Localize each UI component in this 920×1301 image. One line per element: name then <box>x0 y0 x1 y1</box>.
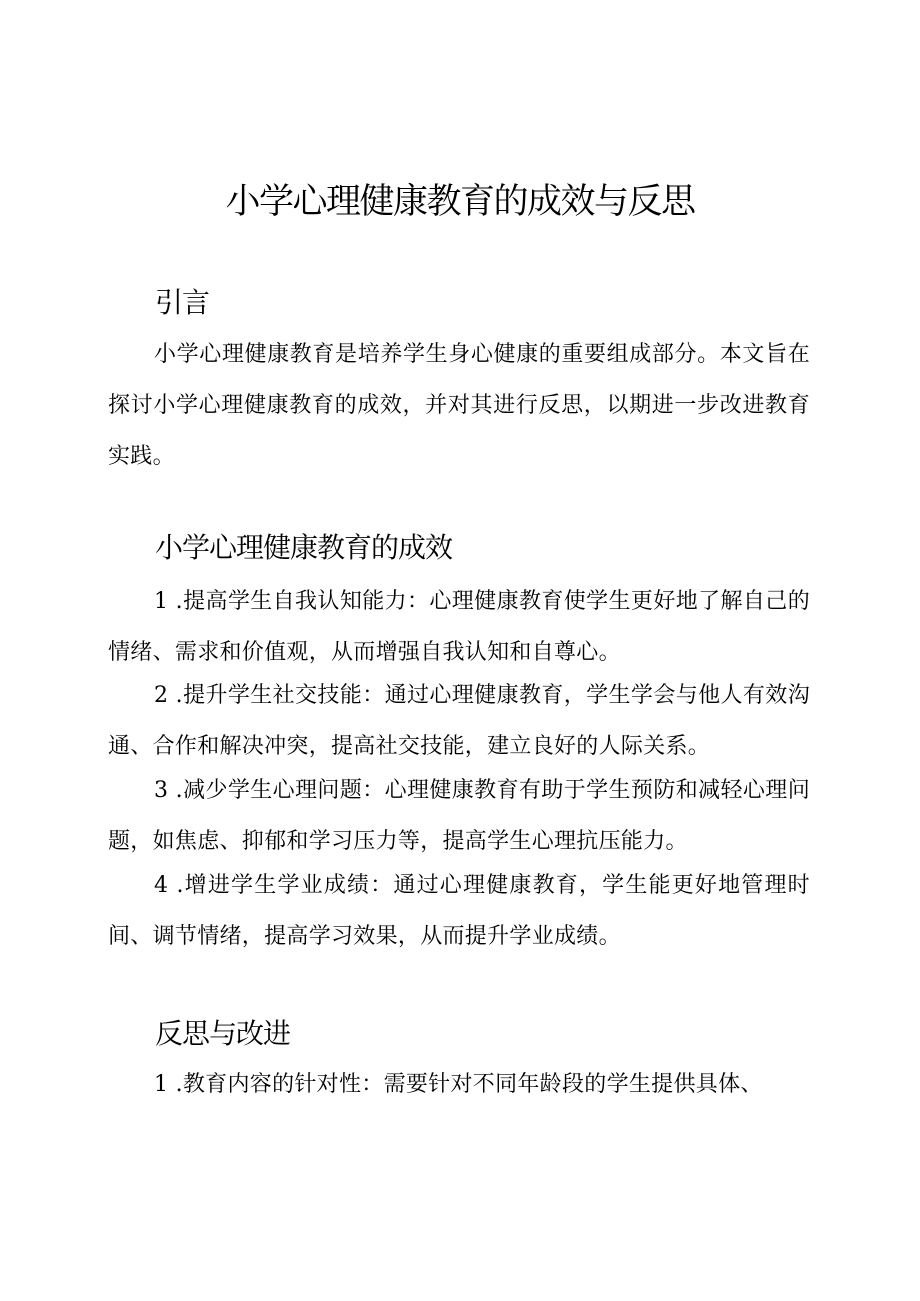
document-title: 小学心理健康教育的成效与反思 <box>225 182 695 222</box>
achievement-item-4: 4 .增进学生学业成绩：通过心理健康教育，学生能更好地管理时间、调节情绪，提高学习效果，从而提升学业成绩。 <box>108 873 810 949</box>
section-heading-reflection: 反思与改进 <box>155 1017 291 1050</box>
achievement-item-3: 3 .减少学生心理问题：心理健康教育有助于学生预防和减轻心理问题，如焦虑、抑郁和学习压力等，提高学生心理抗压能力。 <box>108 778 810 854</box>
section-heading-introduction: 引言 <box>155 286 210 319</box>
achievement-item-1: 1 .提高学生自我认知能力：心理健康教育使学生更好地了解自己的情绪、需求和价值观，从而增强自我认知和自尊心。 <box>108 589 810 665</box>
introduction-paragraph: 小学心理健康教育是培养学生身心健康的重要组成部分。本文旨在探讨小学心理健康教育的成效，并对其进行反思，以期进一步改进教育实践。 <box>108 342 810 469</box>
achievement-item-2: 2 .提升学生社交技能：通过心理健康教育，学生学会与他人有效沟通、合作和解决冲突，提高社交技能，建立良好的人际关系。 <box>108 683 810 759</box>
section-heading-achievements: 小学心理健康教育的成效 <box>155 531 453 564</box>
reflection-item-1: 1 .教育内容的针对性：需要针对不同年龄段的学生提供具体、 <box>154 1072 763 1097</box>
